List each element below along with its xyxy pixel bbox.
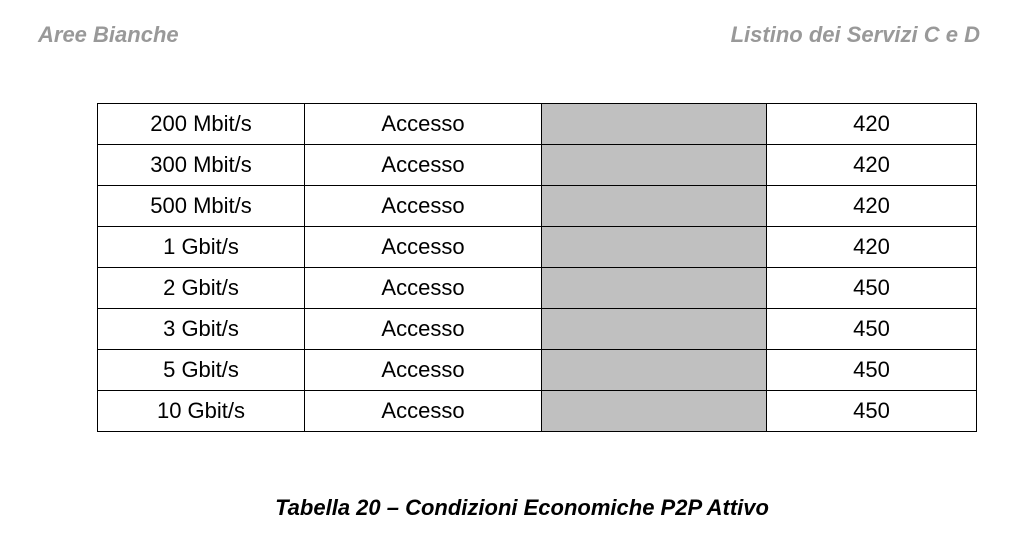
shaded-cell — [542, 309, 767, 350]
type-cell: Accesso — [305, 391, 542, 432]
speed-cell: 1 Gbit/s — [98, 227, 305, 268]
shaded-cell — [542, 145, 767, 186]
price-cell: 450 — [767, 350, 977, 391]
type-cell: Accesso — [305, 186, 542, 227]
table-row — [98, 186, 977, 227]
table-caption: Tabella 20 – Condizioni Economiche P2P Attivo — [275, 495, 769, 520]
speed-cell: 200 Mbit/s — [98, 104, 305, 145]
table-row — [98, 104, 977, 145]
table-row — [98, 145, 977, 186]
type-cell: Accesso — [305, 145, 542, 186]
shaded-cell — [542, 391, 767, 432]
shaded-cell — [542, 186, 767, 227]
speed-cell: 2 Gbit/s — [98, 268, 305, 309]
price-cell: 450 — [767, 391, 977, 432]
type-cell: Accesso — [305, 268, 542, 309]
price-cell: 420 — [767, 104, 977, 145]
table-row — [98, 391, 977, 432]
shaded-cell — [542, 104, 767, 145]
price-cell: 420 — [767, 186, 977, 227]
header-right-title: Listino dei Servizi C e D — [730, 22, 980, 47]
type-cell: Accesso — [305, 227, 542, 268]
speed-cell: 500 Mbit/s — [98, 186, 305, 227]
price-cell: 420 — [767, 145, 977, 186]
price-cell: 420 — [767, 227, 977, 268]
speed-cell: 10 Gbit/s — [98, 391, 305, 432]
type-cell: Accesso — [305, 104, 542, 145]
table-row — [98, 309, 977, 350]
speed-cell: 3 Gbit/s — [98, 309, 305, 350]
price-table — [97, 103, 977, 432]
type-cell: Accesso — [305, 309, 542, 350]
shaded-cell — [542, 227, 767, 268]
type-cell: Accesso — [305, 350, 542, 391]
table-row — [98, 350, 977, 391]
header-left-title: Aree Bianche — [38, 22, 179, 47]
shaded-cell — [542, 268, 767, 309]
table-row — [98, 268, 977, 309]
speed-cell: 5 Gbit/s — [98, 350, 305, 391]
price-cell: 450 — [767, 268, 977, 309]
price-cell: 450 — [767, 309, 977, 350]
table-row — [98, 227, 977, 268]
shaded-cell — [542, 350, 767, 391]
speed-cell: 300 Mbit/s — [98, 145, 305, 186]
